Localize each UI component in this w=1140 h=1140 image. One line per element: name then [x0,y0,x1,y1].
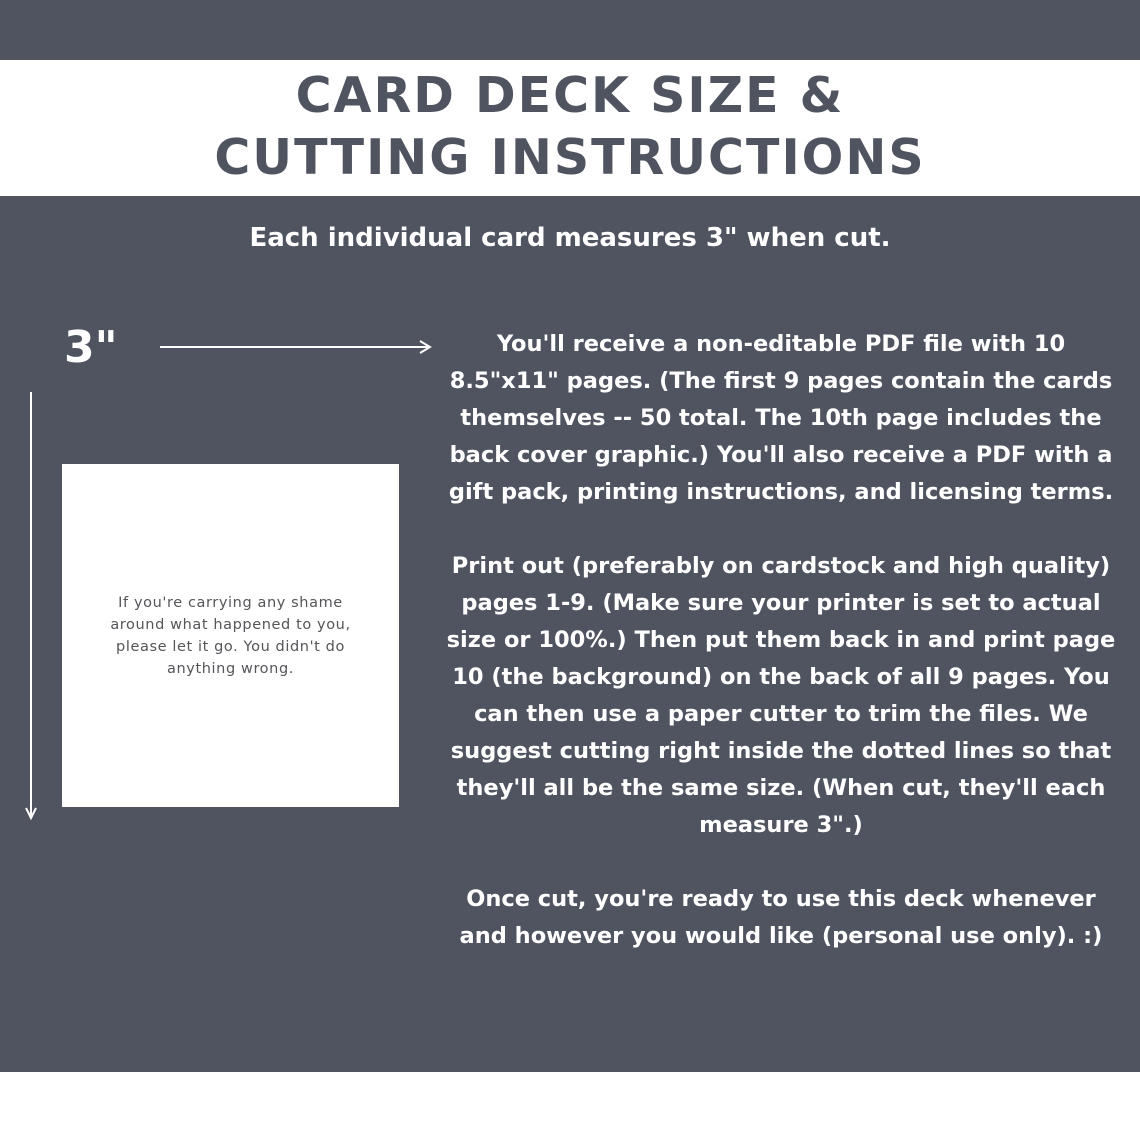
page-title-line-1: CARD DECK SIZE & [295,67,845,124]
dimension-label: 3" [64,322,118,373]
arrow-right-icon [158,338,434,356]
instructions-paragraph: Once cut, you're ready to use this deck whenever and however you would like (personal use only). :) [459,886,1103,949]
instructions-paragraph: Print out (preferably on cardstock and high quality) pages 1-9. (Make sure your printer is set to actual size or 100%.) Then put them back in and print page 10 (the background) on the back of all 9 pages. You can then use a paper cutter to trim the files. We suggest cutting right inside the dotted lines so that they'll all be the same size. (When cut, they'll each measure 3".) [446,553,1116,838]
sample-card-text: If you're carrying any shame around what happened to you, please let it go. You didn't do anything wrong. [110,594,351,677]
page-title-line-2: CUTTING INSTRUCTIONS [214,129,926,186]
top-band [0,0,1140,60]
bottom-band [0,1072,1140,1140]
instructions-paragraph: You'll receive a non-editable PDF file with 10 8.5"x11" pages. (The first 9 pages contain the cards themselves -- 50 total. The 10th page includes the back cover graphic.) You'll also receive a PDF with a gift pack, printing instructions, and licensing terms. [448,331,1114,505]
card-size-subtitle: Each individual card measures 3" when cut. [249,223,891,253]
instructions-text [440,326,1122,955]
arrow-down-icon [24,390,40,822]
sample-card [62,464,399,807]
